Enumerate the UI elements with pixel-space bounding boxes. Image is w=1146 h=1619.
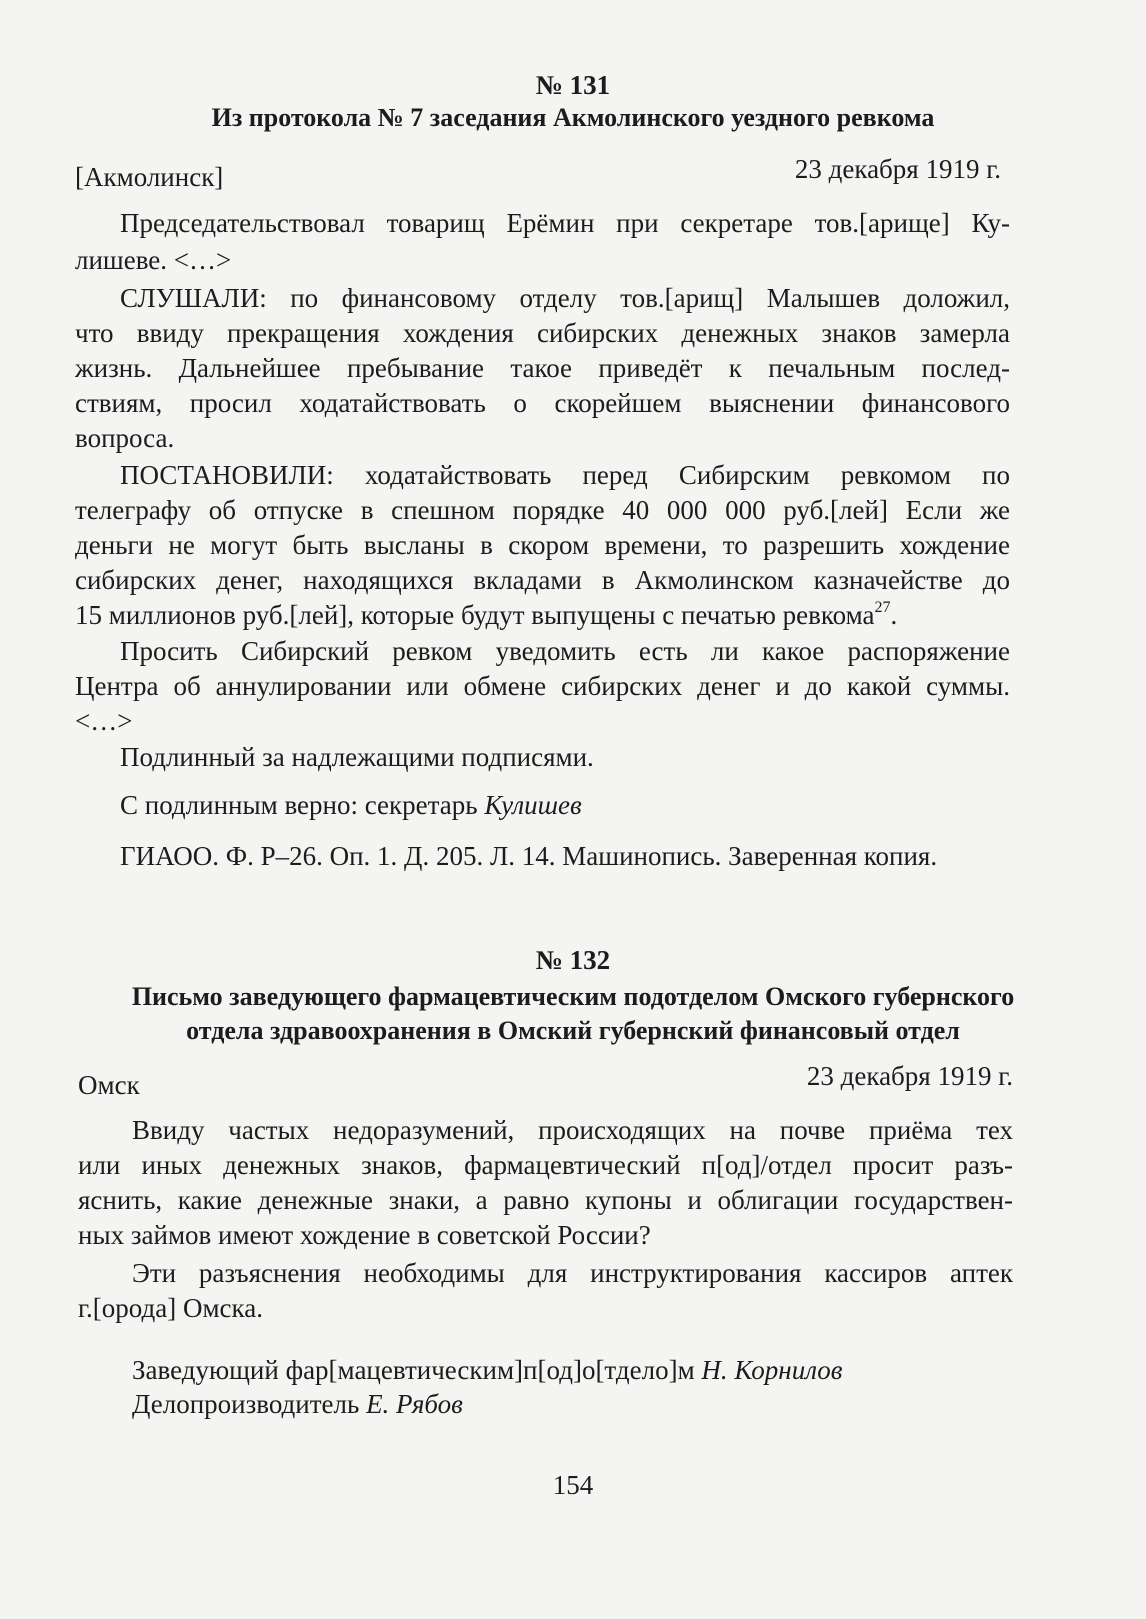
doc-131-certified-name: Кулишев — [484, 790, 582, 820]
doc-131-title: Из протокола № 7 заседания Акмолинского уездного ревкома — [211, 103, 935, 132]
doc-132-sig2-name: Е. Рябов — [366, 1389, 463, 1419]
doc-131-p2-line1: СЛУШАЛИ: по финансовому отделу тов.[арищ] Малышев доложил, — [120, 283, 1010, 313]
doc-132-title-line1: Письмо заведующего фармацевтическим подотделом Омского губернского — [131, 982, 1015, 1011]
doc-131-certified — [120, 790, 582, 821]
doc-131-certified-prefix: С подлинным верно: секретарь — [120, 790, 485, 820]
doc-131-p3-line3: деньги не могут быть высланы в скором времени, то разрешить хождение — [75, 530, 1010, 560]
doc-132-sig1-role: Заведующий фар[мацевтическим]п[од]о[тдело]м — [132, 1355, 702, 1385]
doc-132-signature-head — [132, 1355, 843, 1386]
doc-131-p4-line1: Просить Сибирский ревком уведомить есть ли какое распоряжение — [120, 636, 1010, 666]
doc-131-p3-line2: телеграфу об отпуске в спешном порядке 40 000 000 руб.[лей] Если же — [75, 495, 1010, 525]
footnote-ref: 27 — [874, 599, 891, 616]
doc-132-p2-line2: г.[орода] Омска. — [78, 1293, 263, 1323]
doc-132-p1-line2: или иных денежных знаков, фармацевтический п[од]/отдел просит разъ- — [78, 1150, 1013, 1180]
doc-131-p4-line2: Центра об аннулировании или обмене сибирских денег и до какой суммы. — [75, 671, 1010, 701]
doc-131-p1-line2: лишеве. <…> — [75, 245, 232, 275]
doc-131-p3-line5-end: . — [890, 600, 898, 630]
doc-131-p2-line2: что ввиду прекращения хождения сибирских денежных знаков замерла — [75, 318, 1010, 348]
doc-131-p1-line1: Председательствовал товарищ Ерёмин при секретаре тов.[арище] Ку- — [120, 208, 1010, 238]
doc-132-signature-clerk — [132, 1389, 463, 1420]
doc-131-original-note: Подлинный за надлежащими подписями. — [120, 742, 594, 772]
doc-132-p1-line4: ных займов имеют хождение в советской России? — [78, 1220, 651, 1250]
doc-131-p2-line3: жизнь. Дальнейшее пребывание такое приведёт к печальным послед- — [75, 353, 1010, 383]
doc-132-p1-line1: Ввиду частых недоразумений, происходящих на почве приёма тех — [132, 1115, 1013, 1145]
doc-131-p3-line5: 15 миллионов руб.[лей], которые будут выпущены с печатью ревкома — [75, 600, 875, 630]
doc-131-place: [Акмолинск] — [75, 162, 224, 192]
doc-131-p3-line1: ПОСТАНОВИЛИ: ходатайствовать перед Сибирским ревкомом по — [120, 460, 1010, 490]
doc-131-date: 23 декабря 1919 г. — [794, 154, 1001, 184]
doc-131-p2-line5: вопроса. — [75, 423, 175, 453]
doc-132-p1-line3: яснить, какие денежные знаки, а равно купоны и облигации государствен- — [78, 1185, 1013, 1215]
doc-132-date: 23 декабря 1919 г. — [806, 1061, 1013, 1091]
doc-132-place: Омск — [78, 1070, 140, 1100]
doc-132-number: № 132 — [535, 945, 611, 975]
doc-131-number: № 131 — [535, 70, 611, 100]
doc-132-title-line2: отдела здравоохранения в Омский губернский финансовый отдел — [186, 1016, 960, 1045]
doc-132-p2-line1: Эти разъяснения необходимы для инструктирования кассиров аптек — [132, 1258, 1013, 1288]
doc-132-sig1-name: Н. Корнилов — [701, 1355, 843, 1385]
doc-131-p3-line5-wrap — [75, 600, 897, 631]
doc-131-p2-line4: ствиям, просил ходатайствовать о скорейшем выяснении финансового — [75, 388, 1010, 418]
doc-131-p4-line3: <…> — [75, 706, 133, 736]
doc-132-sig2-role: Делопроизводитель — [132, 1389, 367, 1419]
doc-131-archive-ref: ГИАОО. Ф. Р–26. Оп. 1. Д. 205. Л. 14. Машинопись. Заверенная копия. — [120, 841, 938, 871]
page-number: 154 — [552, 1470, 594, 1500]
doc-131-p3-line4: сибирских денег, находящихся вкладами в Акмолинском казначействе до — [75, 565, 1010, 595]
